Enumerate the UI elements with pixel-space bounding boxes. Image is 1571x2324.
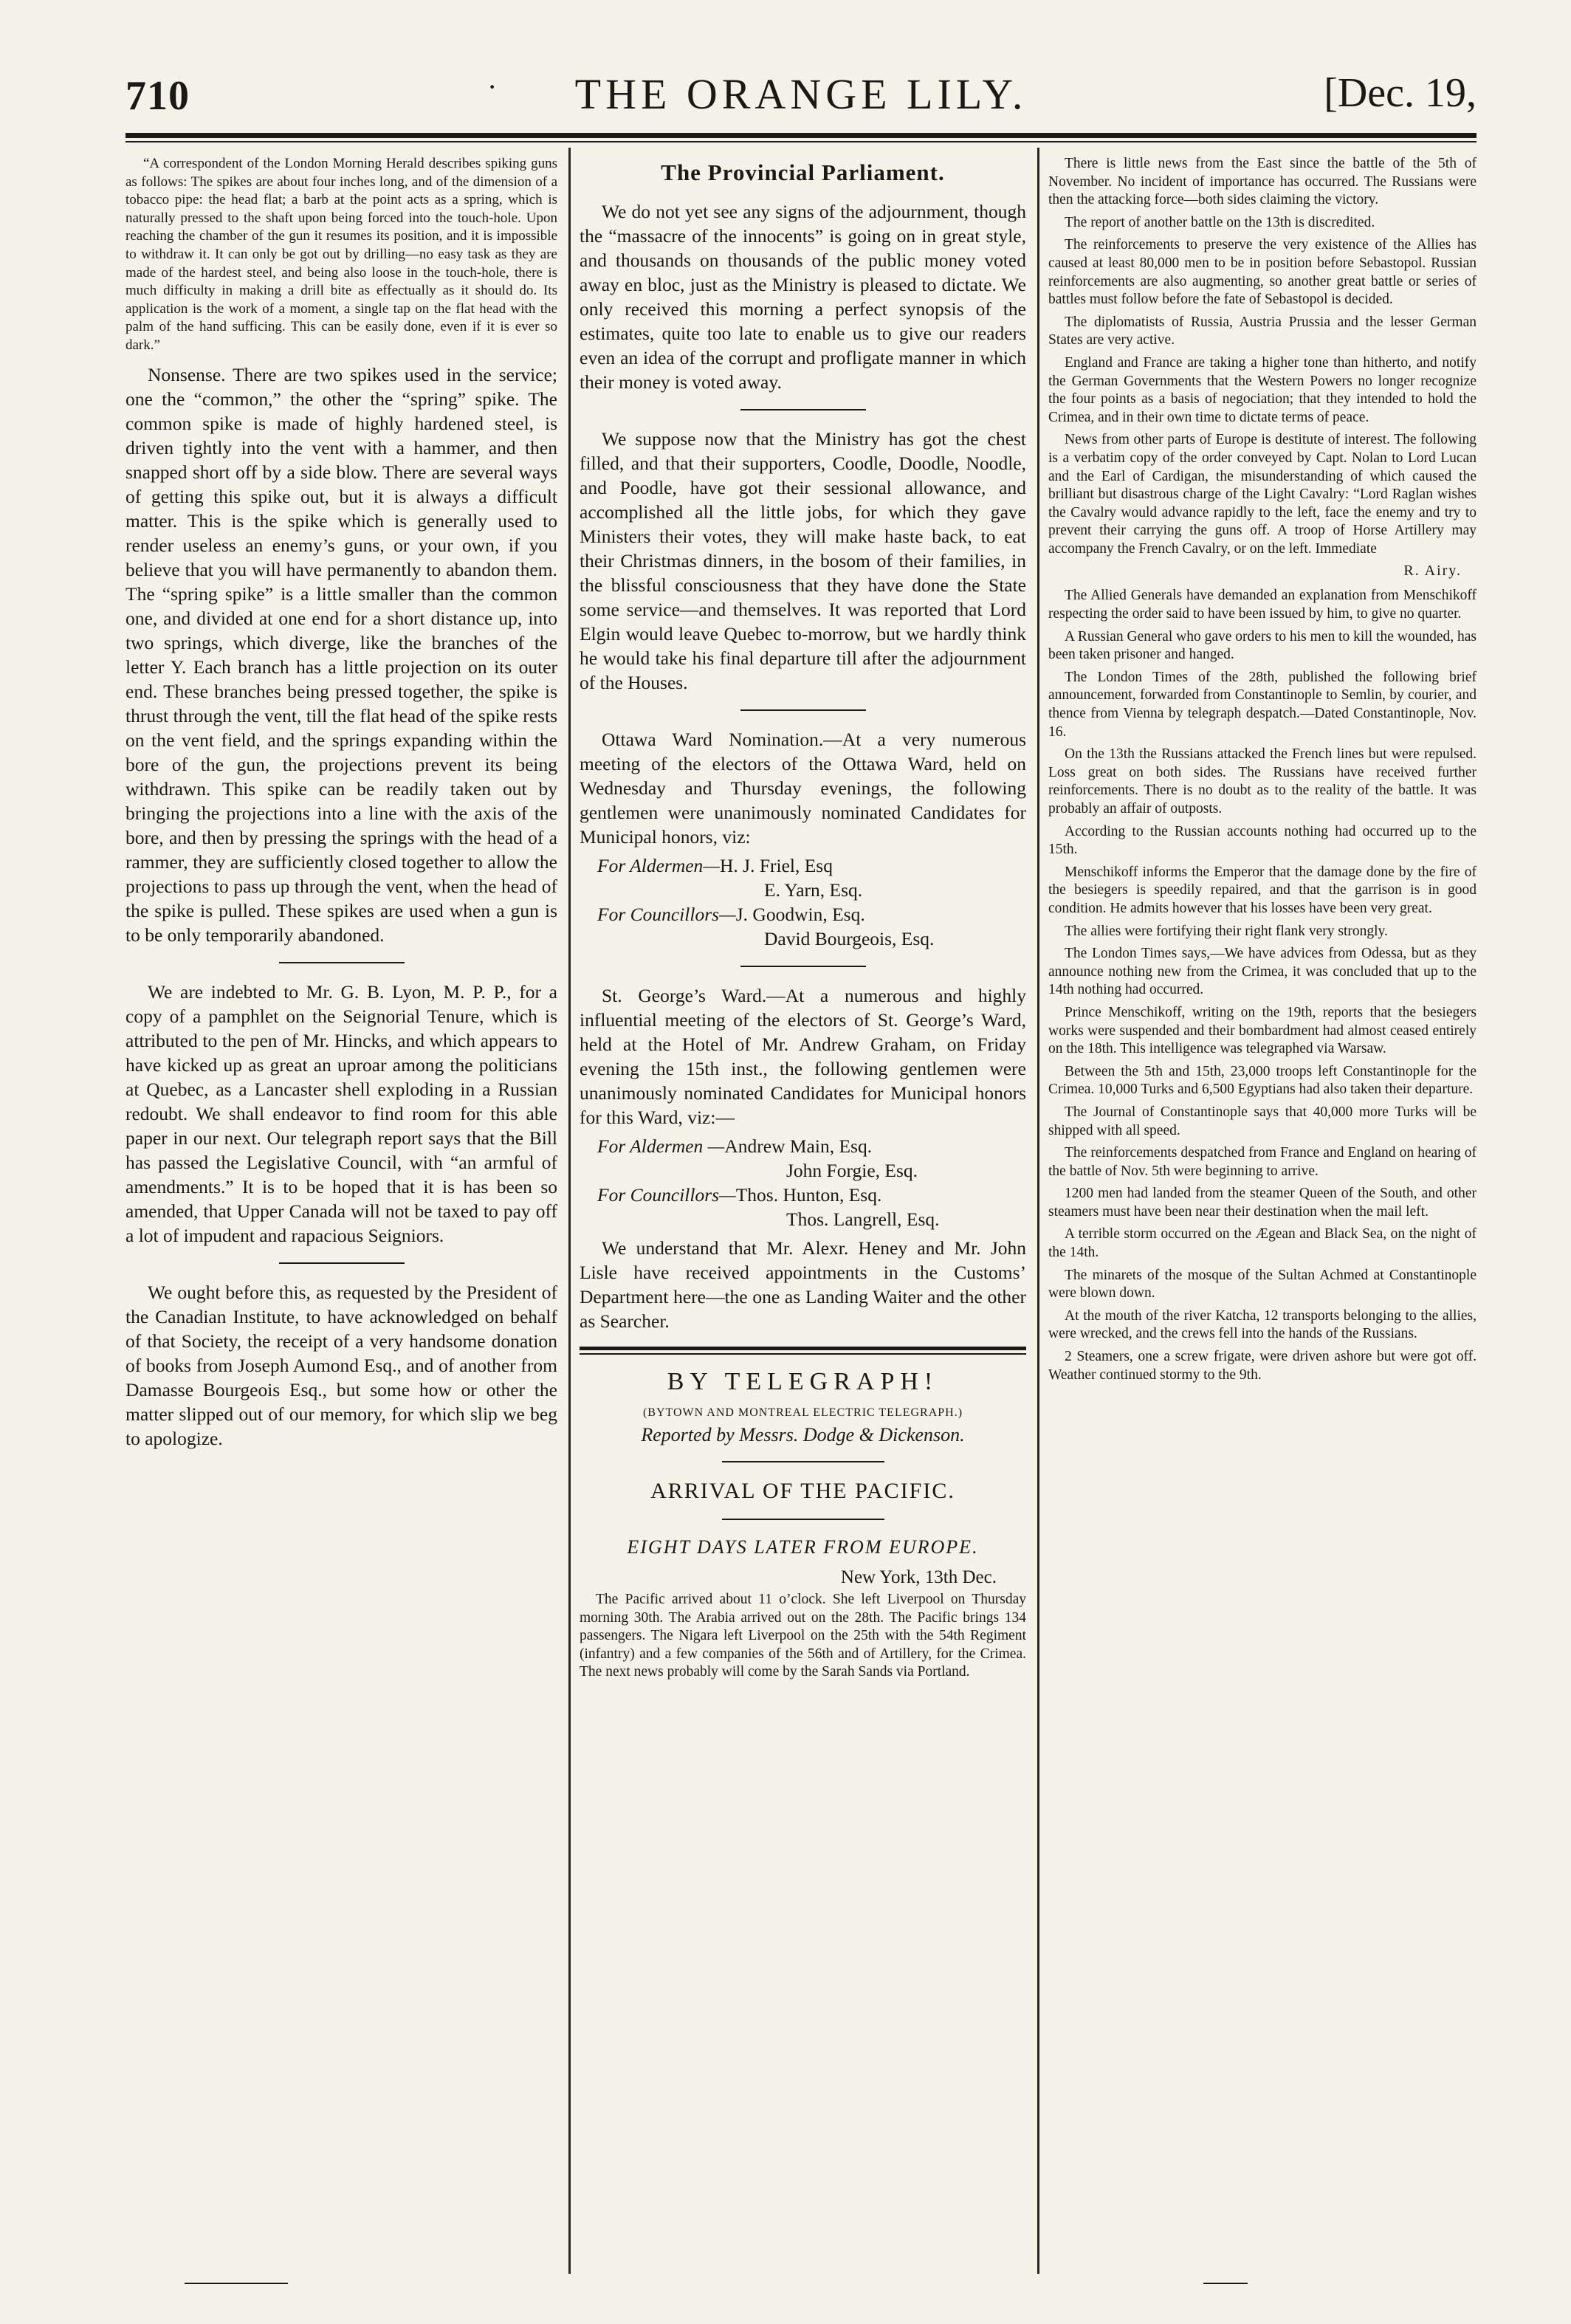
reported-by: Reported by Messrs. Dodge & Dickenson. bbox=[641, 1424, 965, 1445]
column-divider bbox=[568, 148, 571, 2274]
footer-dash bbox=[1203, 2283, 1248, 2284]
george-aldermen-label: For Aldermen — bbox=[597, 1135, 725, 1157]
column-1 bbox=[126, 155, 557, 2281]
institute-paragraph: We ought before this, as requested by the President of the Canadian Institute, to have acknowledged on behalf of that Society, the receipt of a very handsome donation of books from Joseph Aumond Esq., and of another from Damasse Bourgeois Esq., but some how or other the matter slipped out of our memory, for which slip we beg to apologize. bbox=[126, 1281, 557, 1449]
news-item: The diplomatists of Russia, Austria Prussia and the lesser German States are very active. bbox=[1048, 314, 1477, 348]
news-item: On the 13th the Russians attacked the French lines but were repulsed. Loss great on both sides. The Russians have received further reinforcements. There is no doubt as to the reality of the battle. It was probably an affair of outposts. bbox=[1048, 746, 1477, 817]
parliament-para-1: We do not yet see any signs of the adjournment, though the “massacre of the innocents” is going on in great style, and thousands on thousands of the public money voted away en bloc, just as the Ministry is pleased to dictate. We only received this morning a perfect synopsis of the estimates, quite too late to enable us to give our readers even an idea of the corrupt and profligate manner in which their money is voted away. bbox=[580, 201, 1026, 393]
news-item: The reinforcements despatched from France and England on hearing of the battle of Nov. 5th were beginning to arrive. bbox=[1048, 1145, 1477, 1179]
parliament-heading: The Provincial Parliament. bbox=[661, 159, 945, 185]
news-item: 1200 men had landed from the steamer Queen of the South, and other steamers must have been near their destination when the mail left. bbox=[1048, 1186, 1477, 1220]
newspaper-page bbox=[126, 59, 1477, 2289]
masthead-mark: · bbox=[487, 70, 498, 103]
news-item: According to the Russian accounts nothing had occurred up to the 15th. bbox=[1048, 823, 1477, 858]
telegraph-heading: BY TELEGRAPH! bbox=[667, 1368, 939, 1395]
ottawa-aldermen-label: For Aldermen— bbox=[597, 855, 720, 876]
customs-paragraph: We understand that Mr. Alexr. Heney and Mr. John Lisle have received appointments in the Customs’ Department here—the one as Landing Waiter and the other as Searcher. bbox=[580, 1237, 1026, 1332]
news-item: News from other parts of Europe is destitute of interest. The following is a verbatim copy of the order conveyed by Capt. Nolan to Lord Lucan and the Earl of Cardigan, the misunderstanding of which caused the brilliant but disastrous charge of the Light Cavalry: “Lord Raglan wishes the Cavalry would advance rapidly to the left, face the enemy and try to prevent their carrying the guns off. A troop of Horse Artillery may accompany the French Cavalry, or on the left. Immediate bbox=[1048, 432, 1477, 557]
ottawa-candidates bbox=[580, 853, 1026, 951]
news-item: The London Times says,—We have advices from Odessa, but as they announce nothing new from the Crimea, it was concluded that up to the 14th nothing had occurred. bbox=[1048, 946, 1477, 998]
george-councillor-2: Thos. Langrell, Esq. bbox=[786, 1209, 940, 1230]
spikes-commentary: Nonsense. There are two spikes used in the service; one the “common,” the other the “spring” spike. The common spike is made of highly hardened steel, is driven tightly into the vent with a hammer, and then snapped short off by a side blow. There are several ways of getting this spike out, but it is always a difficult matter. This is the spike which is generally used to render useless an enemy’s guns, or your own, if you believe that you will have permanently to abandon them. The “spring spike” is a little smaller than the common one, and divided at one end for a short distance up, into two springs, which diverge, like the branches of the letter Y. Each branch has a little projection on its outer end. These branches being pressed together, the spike is thrust through the vent, till the flat head of the spike rests on the vent field, and the springs expanding within the bore of the gun, the projections prevent its being withdrawn. This spike can be readily taken out by bringing the projections into a line with the axis of the bore, and then by pressing the springs with the head of a rammer, they are sufficiently closed together to allow the projections to pass up through the vent, when the head of the spike is pulled. These spikes are used when a gun is to be only temporarily abandoned. bbox=[126, 363, 557, 946]
ottawa-ward-intro: Ottawa Ward Nomination.—At a very numerous meeting of the electors of the Ottawa Ward, held on Wednesday and Thursday evenings, the following gentlemen were unanimously nominated Candidates for Municipal honors, viz: bbox=[580, 729, 1026, 848]
news-item: England and France are taking a higher tone than hitherto, and notify the German Governments that the Western Powers no longer recognize the four points as a basis of negociation; that they intended to hold the Crimea, and in their own time to dictate terms of peace. bbox=[1048, 354, 1477, 425]
news-item: At the mouth of the river Katcha, 12 transports belonging to the allies, were wrecked, and the crews fell into the hands of the Russians. bbox=[1048, 1307, 1477, 1342]
issue-date: [Dec. 19, bbox=[1324, 70, 1477, 116]
ottawa-councillor-1: J. Goodwin, Esq. bbox=[735, 904, 865, 925]
ottawa-councillors-label: For Councillors— bbox=[597, 904, 736, 925]
george-alderman-1: Andrew Main, Esq. bbox=[724, 1135, 873, 1157]
ottawa-alderman-2: E. Yarn, Esq. bbox=[764, 879, 863, 901]
st-george-ward-intro: St. George’s Ward.—At a numerous and highly influential meeting of the electors of St. George’s Ward, held at the Hotel of Mr. Andrew Graham, on Friday evening the 15th inst., the following gentlemen were unanimously nominated Candidates for Municipal honors for this Ward, viz:— bbox=[580, 985, 1026, 1128]
news-item: There is little news from the East since the battle of the 5th of November. No incident of importance has occurred. The Russians were then the attacking force—both sides claiming the victory. bbox=[1048, 156, 1477, 208]
footer-dash bbox=[185, 2283, 288, 2284]
george-councillors-label: For Councillors— bbox=[597, 1184, 736, 1206]
separator bbox=[740, 966, 866, 967]
separator bbox=[722, 1519, 884, 1520]
order-signature: R. Airy. bbox=[1403, 563, 1462, 580]
dateline: New York, 13th Dec. bbox=[840, 1567, 997, 1587]
telegraph-rule-thin bbox=[580, 1353, 1026, 1355]
separator bbox=[279, 962, 405, 963]
news-item: 2 Steamers, one a screw frigate, were driven ashore but were got off. Weather continued stormy to the 9th. bbox=[1048, 1349, 1477, 1383]
news-item: A terrible storm occurred on the Ægean and Black Sea, on the night of the 14th. bbox=[1048, 1226, 1477, 1261]
header-rule bbox=[126, 133, 1477, 138]
news-item: The allies were fortifying their right flank very strongly. bbox=[1065, 923, 1388, 939]
news-item: Prince Menschikoff, writing on the 19th, reports that the besiegers works were suspended and their bombardment had almost ceased entirely on the 18th. This intelligence was telegraphed via Warsaw. bbox=[1048, 1004, 1477, 1057]
news-item: The reinforcements to preserve the very existence of the Allies has caused at least 80,000 men to be in position before Sebastopol. Russian reinforcements are also augmenting, so another great battle or series of battles must follow before the fate of Sebastopol is decided. bbox=[1048, 237, 1477, 308]
ottawa-councillor-2: David Bourgeois, Esq. bbox=[764, 928, 935, 949]
masthead bbox=[126, 59, 1477, 126]
news-item: A Russian General who gave orders to his men to kill the wounded, has been taken prisoner and hanged. bbox=[1048, 628, 1477, 663]
arrival-heading: ARRIVAL OF THE PACIFIC. bbox=[650, 1479, 955, 1503]
header-rule-thin bbox=[126, 141, 1477, 142]
news-item: Menschikoff informs the Emperor that the damage done by the fire of the besiegers is speedily repaired, and that the garrison is in good condition. He admits however that his losses have been very great. bbox=[1048, 864, 1477, 916]
column-2 bbox=[580, 155, 1026, 2281]
pacific-paragraph: The Pacific arrived about 11 o’clock. She left Liverpool on Thursday morning 30th. The Arabia arrived out on the 28th. The Pacific brings 134 passengers. The Nigara left Liverpool on the 25th with the 54th Regiment (infantry) and a few companies of the 56th and of Artillery, for the Crimea. The next news probably will come by the Sarah Sands via Portland. bbox=[580, 1592, 1026, 1680]
news-item: The Journal of Constantinople says that 40,000 more Turks will be shipped with all speed. bbox=[1048, 1104, 1477, 1138]
spikes-quote: “A correspondent of the London Morning Herald describes spiking guns as follows: The spikes are about four inches long, and of the dimension of a tobacco pipe: the head flat; a barb at the point acts as a spring, which is naturally pressed to the shaft upon being forced into the touch-hole. Upon reaching the chamber of the gun it resumes its position, and it is impossible to withdraw it. It can only be got out by drilling—no easy task as they are made of the hardest steel, and being also loose in the touch-hole, there is much difficulty in making a drill bite as effectually as it should do. Its application is the work of a moment, a single tap on the flat head with the palm of the hand sufficing. This can be easily done, even if it is ever so dark.” bbox=[126, 156, 557, 353]
separator bbox=[722, 1461, 884, 1462]
george-alderman-2: John Forgie, Esq. bbox=[786, 1160, 918, 1181]
george-councillor-1: Thos. Hunton, Esq. bbox=[735, 1184, 882, 1206]
lyon-paragraph: We are indebted to Mr. G. B. Lyon, M. P. P., for a copy of a pamphlet on the Seignorial Tenure, which is attributed to the pen of Mr. Hincks, and which appears to have kicked up as great an uproar among the politicians at Quebec, as a Lancaster shell exploding in a Russian redoubt. We shall endeavor to find room for this able paper in our next. Our telegraph report says that the Bill has passed the Legislative Council, with “an armful of amendments.” It is to be hoped that it is has been so amended, that Upper Canada will not be taxed to pay off a lot of impudent and rapacious Seigniors. bbox=[126, 980, 557, 1246]
st-george-candidates bbox=[580, 1134, 1026, 1231]
ottawa-alderman-1: H. J. Friel, Esq bbox=[719, 855, 833, 876]
news-item: The Allied Generals have demanded an explanation from Menschikoff respecting the order said to have been issued by him, to give no quarter. bbox=[1048, 588, 1477, 622]
separator bbox=[740, 709, 866, 711]
news-item: Between the 5th and 15th, 23,000 troops left Constantinople for the Crimea. 10,000 Turks and 6,500 Egyptians had also taken their departure. bbox=[1048, 1063, 1477, 1098]
telegraph-line: (BYTOWN AND MONTREAL ELECTRIC TELEGRAPH.) bbox=[642, 1406, 963, 1419]
column-divider bbox=[1037, 148, 1039, 2274]
separator bbox=[279, 1262, 405, 1264]
footer-marks bbox=[126, 2283, 1477, 2286]
parliament-para-2: We suppose now that the Ministry has got the chest filled, and that their supporters, Coodle, Doodle, Noodle, and Poodle, have got their sessional allowance, and accomplished all the little jobs, for which they gave Ministers their votes, they will make haste back, to eat their Christmas dinners, in the bosom of their families, in the blissful consciousness that they have done the State some service—and themselves. It was reported that Lord Elgin would leave Quebec to-morrow, but we hardly think he would take his final departure till after the adjournment of the Houses. bbox=[580, 428, 1026, 693]
news-item: The report of another battle on the 13th is discredited. bbox=[1065, 214, 1375, 230]
separator bbox=[740, 409, 866, 410]
page-number: 710 bbox=[126, 73, 190, 119]
telegraph-rule bbox=[580, 1347, 1026, 1350]
eight-days-heading: EIGHT DAYS LATER FROM EUROPE. bbox=[627, 1536, 979, 1558]
column-3 bbox=[1048, 155, 1477, 2281]
news-item: The minarets of the mosque of the Sultan Achmed at Constantinople were blown down. bbox=[1048, 1267, 1477, 1302]
news-item: The London Times of the 28th, published the following brief announcement, forwarded from Constantinople to Semlin, by courier, and thence from Vienna by telegraph despatch.—Dated Constantinople, Nov. 16. bbox=[1048, 669, 1477, 740]
paper-title: THE ORANGE LILY. bbox=[574, 70, 1028, 118]
